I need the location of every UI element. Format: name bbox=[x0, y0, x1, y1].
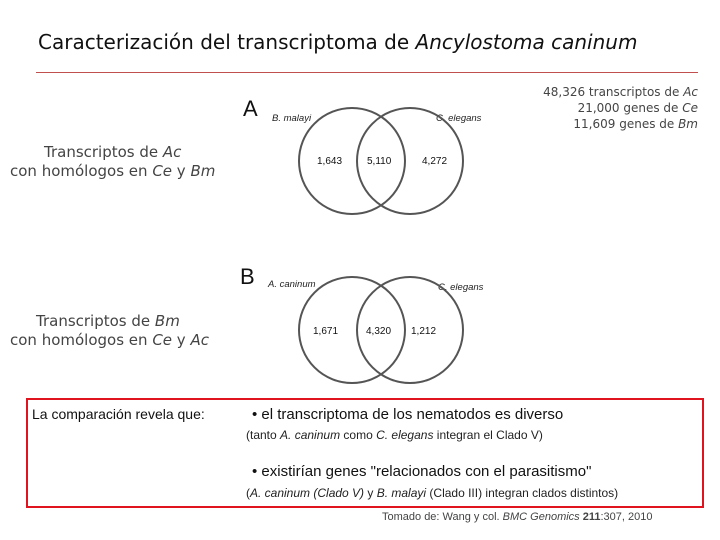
stats-line-bm: 11,609 genes de Bm bbox=[573, 117, 698, 131]
conclusion-bullet-1: • el transcriptoma de los nematodos es diverso bbox=[252, 406, 564, 423]
venn-b-left-value: 1,671 bbox=[313, 326, 339, 337]
venn-a-right-label: C. elegans bbox=[436, 113, 482, 124]
conclusion-bullet-2: • existirían genes "relacionados con el parasitismo" bbox=[252, 463, 592, 480]
venn-a-right-value: 4,272 bbox=[422, 156, 448, 167]
side-label-a: Transcriptos de Ac con homólogos en Ce y Bm bbox=[10, 143, 216, 180]
stats-line-ac: 48,326 transcriptos de Ac bbox=[543, 85, 698, 99]
venn-b-overlap-value: 4,320 bbox=[366, 326, 392, 337]
venn-a-left-value: 1,643 bbox=[317, 156, 343, 167]
venn-diagram-b bbox=[230, 256, 520, 396]
venn-a-overlap-value: 5,110 bbox=[367, 156, 392, 167]
title-divider bbox=[36, 72, 698, 73]
venn-a-left-label: B. malayi bbox=[272, 113, 312, 124]
venn-b-left-label: A. caninum bbox=[268, 279, 316, 290]
venn-diagram-a bbox=[230, 86, 520, 226]
conclusion-bullet-2-detail: (A. caninum (Clado V) y B. malayi (Clado III) integran clados distintos) bbox=[246, 486, 619, 500]
venn-a-letter: A bbox=[243, 96, 258, 121]
title-species: Ancylostoma caninum bbox=[415, 30, 638, 54]
venn-b-right-value: 1,212 bbox=[411, 326, 437, 337]
title-text: Caracterización del transcriptoma de bbox=[38, 30, 416, 54]
page-title bbox=[38, 30, 637, 54]
transcript-stats bbox=[543, 84, 698, 132]
stats-line-ce: 21,000 genes de Ce bbox=[577, 101, 698, 115]
venn-b-right-label: C. elegans bbox=[438, 282, 484, 293]
citation: Tomado de: Wang y col. BMC Genomics 211:307, 2010 bbox=[382, 511, 653, 523]
conclusion-intro: La comparación revela que: bbox=[32, 406, 205, 422]
conclusion-bullet-1-detail: (tanto A. caninum como C. elegans integran el Clado V) bbox=[246, 428, 543, 442]
venn-b-letter: B bbox=[240, 264, 255, 289]
side-label-b: Transcriptos de Bm con homólogos en Ce y Ac bbox=[10, 312, 209, 349]
